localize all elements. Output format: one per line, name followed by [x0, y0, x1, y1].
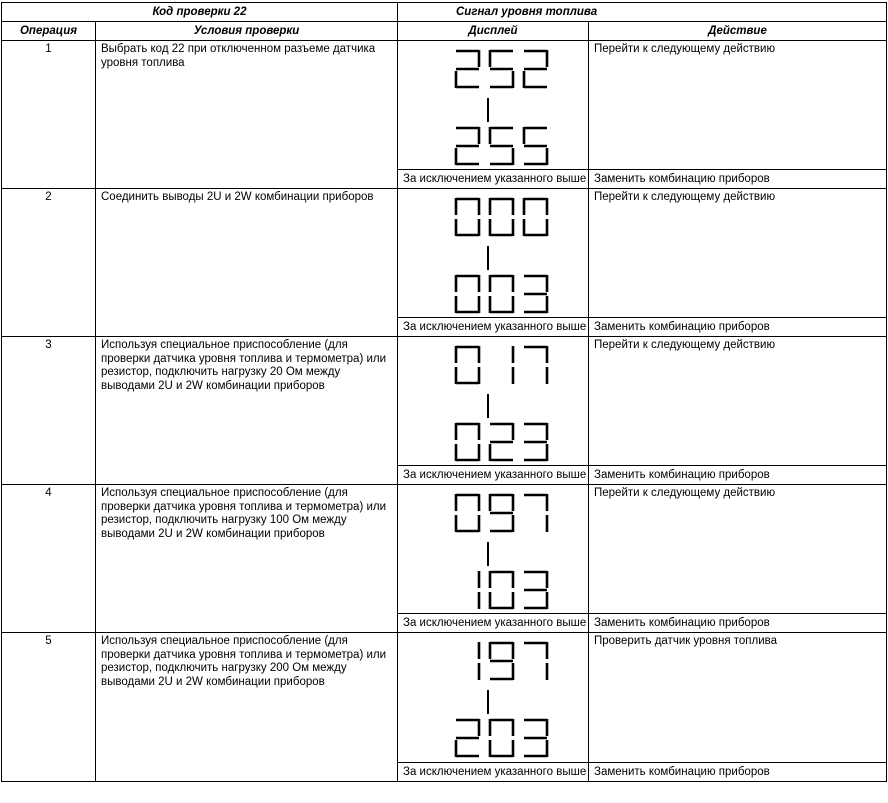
lcd-number: [453, 197, 550, 237]
otherwise-action-text: Заменить комбинацию приборов: [589, 318, 887, 337]
display-cell: [398, 189, 589, 318]
check-table: [1, 2, 887, 782]
action-column-header: Действие: [589, 22, 887, 41]
otherwise-action-text: Заменить комбинацию приборов: [589, 614, 887, 633]
signal-header: Сигнал уровня топлива: [398, 3, 887, 22]
table-row: [2, 633, 887, 763]
action-text: Проверить датчик уровня топлива: [589, 633, 887, 763]
table-row: [2, 189, 887, 318]
condition-text: Используя специальное приспособление (для проверки датчика уровня топлива и термометра) или резистор, подключить нагрузку 200 Ом между выводами 2U и 2W комбинации приборов: [96, 633, 398, 782]
operation-number: 5: [2, 633, 96, 782]
display-cell: [398, 337, 589, 466]
lcd-number: [453, 570, 550, 610]
condition-text: Выбрать код 22 при отключенном разъеме датчика уровня топлива: [96, 41, 398, 189]
lcd-number: [453, 422, 550, 462]
display-cell: [398, 633, 589, 763]
condition-text: Используя специальное приспособление (для проверки датчика уровня топлива и термометра) или резистор, подключить нагрузку 100 Ом между выводами 2U и 2W комбинации приборов: [96, 485, 398, 633]
lcd-number: [453, 493, 550, 533]
range-separator: [487, 690, 489, 714]
lcd-number: [453, 49, 550, 89]
table-row: [2, 337, 887, 466]
operation-number: 1: [2, 41, 96, 189]
operation-number: 2: [2, 189, 96, 337]
range-separator: [487, 98, 489, 122]
range-separator: [487, 394, 489, 418]
display-cell: [398, 485, 589, 614]
table-row: [2, 485, 887, 614]
range-separator: [487, 542, 489, 566]
condition-column-header: Условия проверки: [96, 22, 398, 41]
otherwise-action-text: Заменить комбинацию приборов: [589, 466, 887, 485]
otherwise-action-text: Заменить комбинацию приборов: [589, 763, 887, 782]
lcd-number: [453, 718, 550, 758]
lcd-number: [453, 274, 550, 314]
action-text: Перейти к следующему действию: [589, 485, 887, 614]
otherwise-text: За исключением указанного выше: [398, 614, 589, 633]
table-row: [2, 41, 887, 170]
lcd-display: [398, 189, 588, 317]
otherwise-text: За исключением указанного выше: [398, 763, 589, 782]
lcd-number: [453, 345, 550, 385]
action-text: Перейти к следующему действию: [589, 337, 887, 466]
operation-number: 3: [2, 337, 96, 485]
range-separator: [487, 246, 489, 270]
display-cell: [398, 41, 589, 170]
condition-text: Соединить выводы 2U и 2W комбинации приборов: [96, 189, 398, 337]
lcd-display: [398, 485, 588, 613]
condition-text: Используя специальное приспособление (для проверки датчика уровня топлива и термометра) или резистор, подключить нагрузку 20 Ом между выводами 2U и 2W комбинации приборов: [96, 337, 398, 485]
operation-number: 4: [2, 485, 96, 633]
operation-column-header: Операция: [2, 22, 96, 41]
lcd-display: [398, 633, 588, 761]
check-code-header: Код проверки 22: [2, 3, 398, 22]
display-column-header: Дисплей: [398, 22, 589, 41]
otherwise-action-text: Заменить комбинацию приборов: [589, 170, 887, 189]
otherwise-text: За исключением указанного выше: [398, 318, 589, 337]
lcd-display: [398, 41, 588, 169]
action-text: Перейти к следующему действию: [589, 41, 887, 170]
otherwise-text: За исключением указанного выше: [398, 466, 589, 485]
lcd-display: [398, 337, 588, 465]
otherwise-text: За исключением указанного выше: [398, 170, 589, 189]
lcd-number: [453, 126, 550, 166]
action-text: Перейти к следующему действию: [589, 189, 887, 318]
lcd-number: [453, 641, 550, 681]
